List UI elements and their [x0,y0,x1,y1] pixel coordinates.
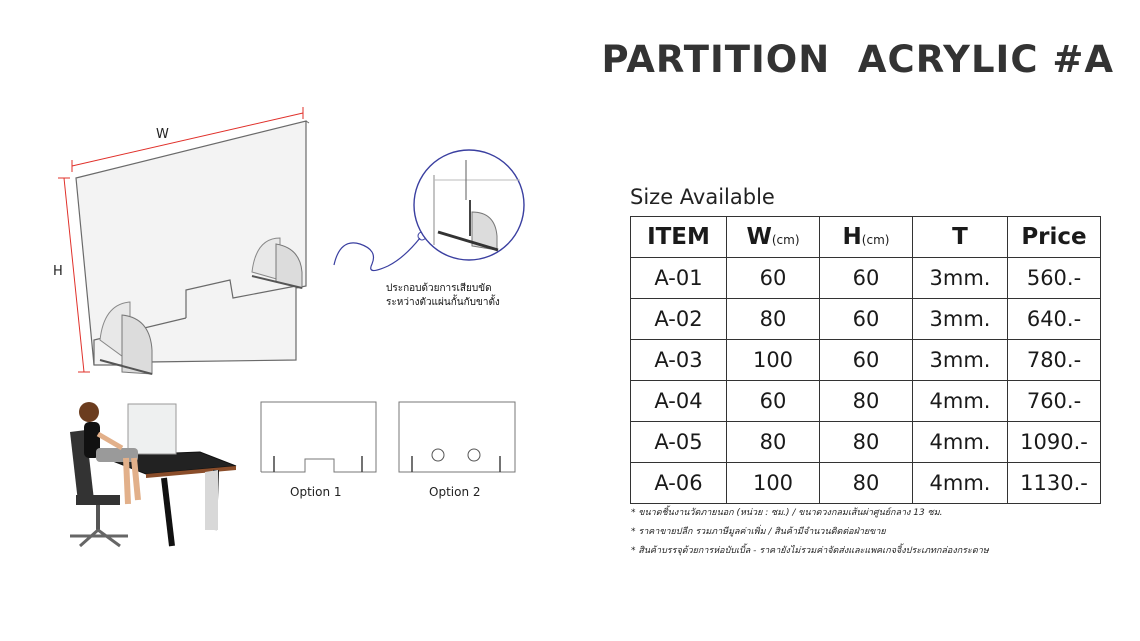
cell-item: A-01 [631,258,727,299]
header-height-unit: (cm) [861,233,890,247]
cell-item: A-02 [631,299,727,340]
header-height-label: H [842,224,862,250]
size-price-table [630,216,1101,504]
cell-width: 100 [727,463,820,504]
page-title: PARTITION ACRYLIC #A [601,38,1114,81]
cell-width: 80 [727,299,820,340]
cell-thickness: 3mm. [913,299,1008,340]
table-header-row [631,217,1101,258]
cell-width: 60 [727,381,820,422]
width-label: W [156,127,169,142]
header-width-label: W [746,224,772,250]
cell-item: A-03 [631,340,727,381]
header-thickness: T [913,217,1008,258]
cell-height: 60 [820,299,913,340]
cell-item: A-06 [631,463,727,504]
header-width [727,217,820,258]
header-width-unit: (cm) [771,233,800,247]
option2-label: Option 2 [429,485,481,499]
cell-width: 80 [727,422,820,463]
table-row [631,463,1101,504]
height-label: H [53,264,63,279]
footnotes [631,504,989,561]
callout-leader-line [334,238,420,271]
table-row [631,258,1101,299]
size-available-heading: Size Available [630,185,775,209]
cell-price: 760.- [1008,381,1101,422]
callout-line-2: ระหว่างตัวแผ่นกั้นกับขาตั้ง [386,297,500,308]
cell-width: 60 [727,258,820,299]
table-row [631,299,1101,340]
cell-price: 1090.- [1008,422,1101,463]
footnote-1: * ขนาดชิ้นงานวัดภายนอก (หน่วย : ซม.) / ขนาดวงกลมเส้นผ่าศูนย์กลาง 13 ซม. [631,508,943,518]
option2-drawing [399,402,515,472]
cell-thickness: 4mm. [913,422,1008,463]
cell-price: 560.- [1008,258,1101,299]
cell-height: 80 [820,422,913,463]
cell-thickness: 4mm. [913,381,1008,422]
option1-drawing [261,402,376,472]
detail-zoom-circle [414,150,524,260]
option1-label: Option 1 [290,485,342,499]
cell-price: 780.- [1008,340,1101,381]
header-item: ITEM [631,217,727,258]
table-row [631,422,1101,463]
cell-width: 100 [727,340,820,381]
callout-line-1: ประกอบด้วยการเสียบขัด [386,283,492,294]
header-price: Price [1008,217,1101,258]
person-at-desk-illustration [70,402,236,546]
footnote-3: * สินค้าบรรจุด้วยการห่อบับเบิ้ล - ราคายังไม่รวมค่าจัดส่งและแพคเกจจิ้งประเภทกล่องกระดาษ [631,546,989,556]
cell-thickness: 3mm. [913,340,1008,381]
cell-height: 60 [820,258,913,299]
cell-item: A-04 [631,381,727,422]
cell-price: 640.- [1008,299,1101,340]
cell-price: 1130.- [1008,463,1101,504]
cell-item: A-05 [631,422,727,463]
cell-height: 80 [820,463,913,504]
cell-height: 60 [820,340,913,381]
cell-thickness: 4mm. [913,463,1008,504]
table-row [631,340,1101,381]
table-row [631,381,1101,422]
header-height [820,217,913,258]
cell-thickness: 3mm. [913,258,1008,299]
cell-height: 80 [820,381,913,422]
footnote-2: * ราคาขายปลีก รวมภาษีมูลค่าเพิ่ม / สินค้ามีจำนวนติดต่อฝ่ายขาย [631,527,886,537]
assembly-callout-text [386,282,500,310]
